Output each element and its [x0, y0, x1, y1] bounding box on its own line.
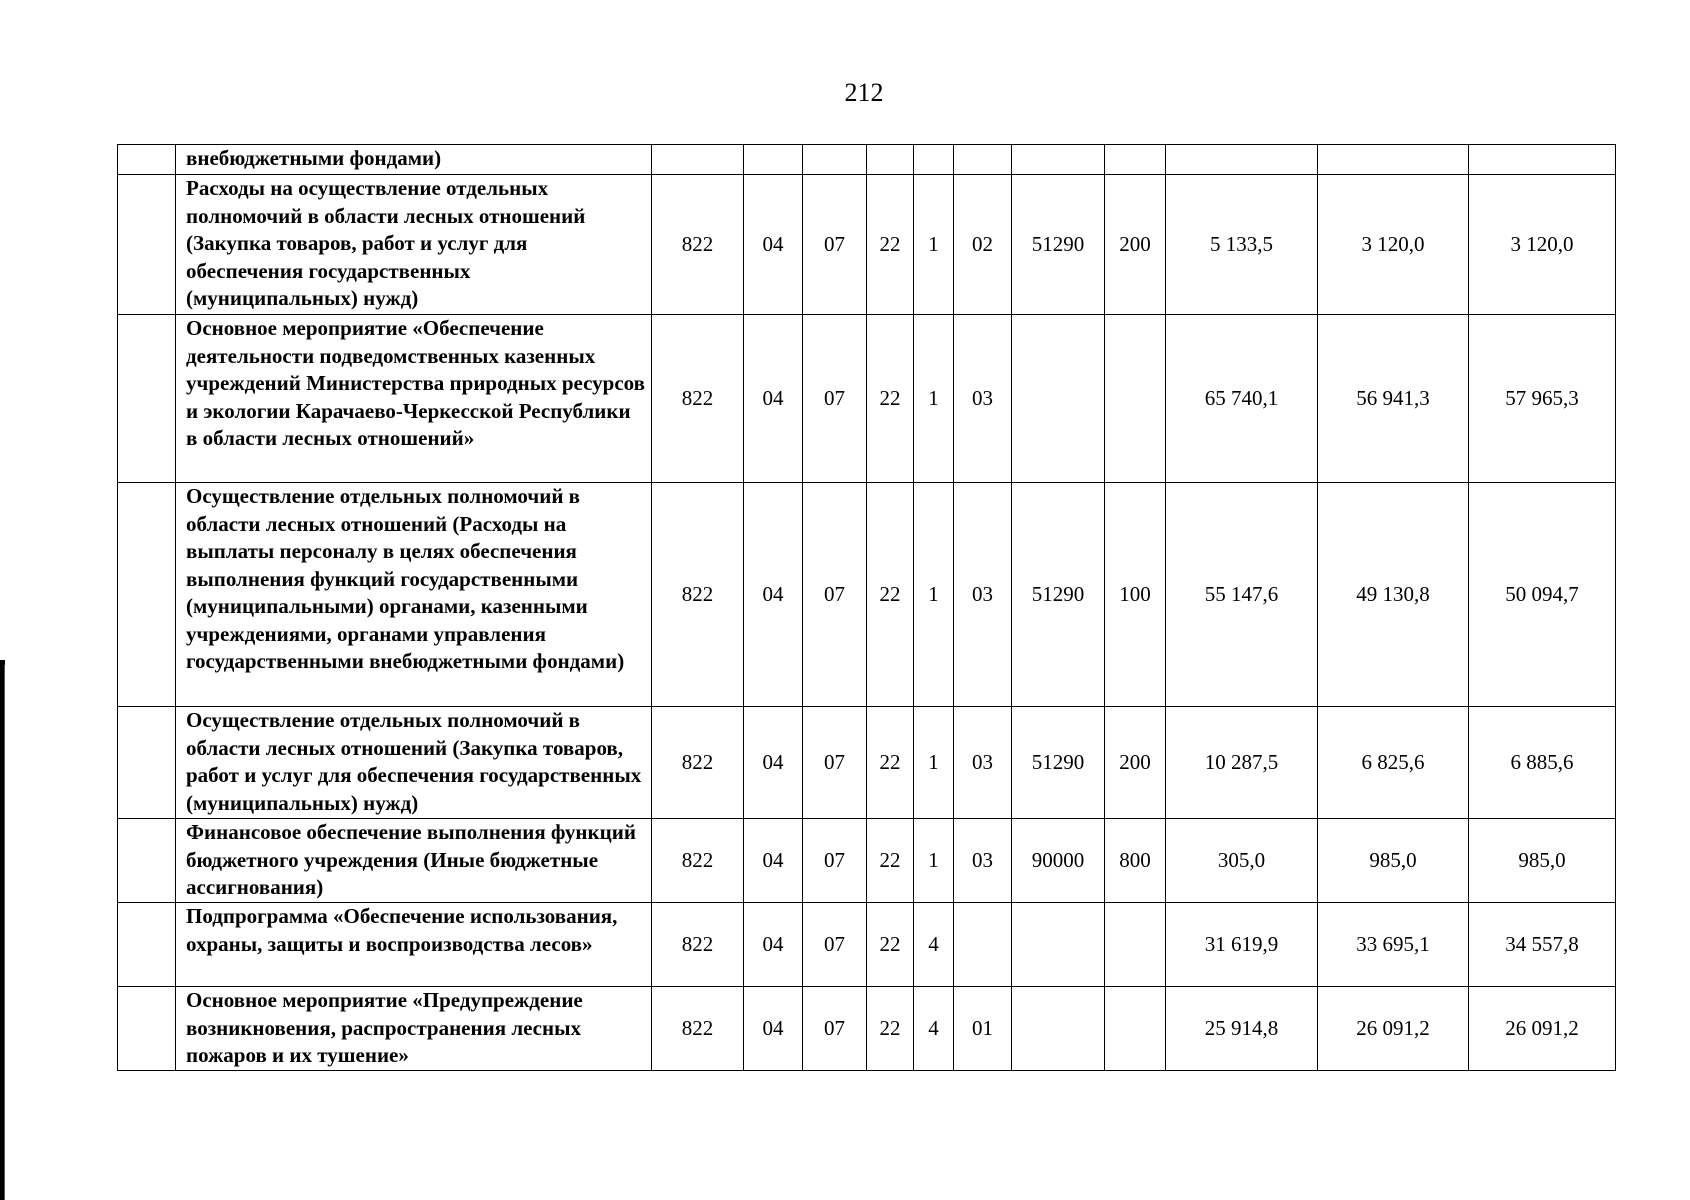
row-index-cell [118, 315, 176, 483]
program-code-cell: 22 [867, 987, 914, 1071]
program-code-cell: 22 [867, 819, 914, 903]
subprogram-code-cell: 4 [914, 903, 954, 987]
activity-code-cell: 01 [954, 987, 1012, 1071]
program-code-cell: 22 [867, 707, 914, 819]
amount-year2-cell: 985,0 [1318, 819, 1469, 903]
item-name-cell: Осуществление отдельных полномочий в области лесных отношений (Закупка товаров, работ и услуг для обеспечения государственных (муниципальных) нужд) [176, 707, 652, 819]
section-code-cell: 04 [744, 315, 803, 483]
grbs-code-cell: 822 [652, 315, 744, 483]
table-body [118, 145, 1616, 1071]
amount-year2-cell: 26 091,2 [1318, 987, 1469, 1071]
row-index-cell [118, 483, 176, 707]
table-row [118, 707, 1616, 819]
page-number: 212 [844, 78, 884, 107]
subsection-code-cell [803, 145, 867, 175]
amount-year1-cell: 10 287,5 [1166, 707, 1318, 819]
item-name-cell: Финансовое обеспечение выполнения функций бюджетного учреждения (Иные бюджетные ассигнования) [176, 819, 652, 903]
amount-year1-cell: 25 914,8 [1166, 987, 1318, 1071]
grbs-code-cell: 822 [652, 819, 744, 903]
amount-year2-cell: 33 695,1 [1318, 903, 1469, 987]
row-index-cell [118, 819, 176, 903]
subprogram-code-cell [914, 145, 954, 175]
activity-code-cell: 03 [954, 315, 1012, 483]
amount-year2-cell: 56 941,3 [1318, 315, 1469, 483]
grbs-code-cell: 822 [652, 903, 744, 987]
section-code-cell: 04 [744, 987, 803, 1071]
amount-year3-cell: 50 094,7 [1469, 483, 1616, 707]
row-index-cell [118, 903, 176, 987]
grbs-code-cell: 822 [652, 987, 744, 1071]
row-index-cell [118, 145, 176, 175]
amount-year3-cell: 6 885,6 [1469, 707, 1616, 819]
subprogram-code-cell: 1 [914, 707, 954, 819]
activity-code-cell: 03 [954, 483, 1012, 707]
table-row [118, 145, 1616, 175]
expense-type-cell: 800 [1105, 819, 1166, 903]
program-code-cell [867, 145, 914, 175]
subprogram-code-cell: 1 [914, 175, 954, 315]
subsection-code-cell: 07 [803, 987, 867, 1071]
amount-year3-cell: 57 965,3 [1469, 315, 1616, 483]
activity-code-cell [954, 145, 1012, 175]
subsection-code-cell: 07 [803, 707, 867, 819]
section-code-cell: 04 [744, 707, 803, 819]
subprogram-code-cell: 1 [914, 819, 954, 903]
amount-year3-cell: 985,0 [1469, 819, 1616, 903]
subsection-code-cell: 07 [803, 315, 867, 483]
grbs-code-cell: 822 [652, 483, 744, 707]
item-name-cell: Расходы на осуществление отдельных полномочий в области лесных отношений (Закупка товаров, работ и услуг для обеспечения государственных (муниципальных) нужд) [176, 175, 652, 315]
amount-year2-cell: 6 825,6 [1318, 707, 1469, 819]
direction-code-cell: 51290 [1012, 175, 1105, 315]
subprogram-code-cell: 1 [914, 315, 954, 483]
item-name-cell: Основное мероприятие «Обеспечение деятельности подведомственных казенных учреждений Министерства природных ресурсов и экологии Карачаево-Черкесской Республики в области лесных отношений» [176, 315, 652, 483]
program-code-cell: 22 [867, 483, 914, 707]
direction-code-cell: 51290 [1012, 483, 1105, 707]
direction-code-cell: 51290 [1012, 707, 1105, 819]
item-name-cell: Осуществление отдельных полномочий в области лесных отношений (Расходы на выплаты персоналу в целях обеспечения выполнения функций государственными (муниципальными) органами, казенными учреждениями, органами управления государственными внебюджетными фондами) [176, 483, 652, 707]
amount-year3-cell: 3 120,0 [1469, 175, 1616, 315]
activity-code-cell: 02 [954, 175, 1012, 315]
program-code-cell: 22 [867, 175, 914, 315]
section-code-cell: 04 [744, 819, 803, 903]
amount-year1-cell: 65 740,1 [1166, 315, 1318, 483]
section-code-cell: 04 [744, 483, 803, 707]
grbs-code-cell [652, 145, 744, 175]
activity-code-cell: 03 [954, 707, 1012, 819]
amount-year1-cell: 31 619,9 [1166, 903, 1318, 987]
section-code-cell: 04 [744, 903, 803, 987]
scan-edge-mark-thin [4, 665, 5, 1200]
subsection-code-cell: 07 [803, 483, 867, 707]
amount-year1-cell: 5 133,5 [1166, 175, 1318, 315]
activity-code-cell: 03 [954, 819, 1012, 903]
amount-year2-cell [1318, 145, 1469, 175]
expense-type-cell [1105, 903, 1166, 987]
direction-code-cell: 90000 [1012, 819, 1105, 903]
amount-year2-cell: 49 130,8 [1318, 483, 1469, 707]
expense-type-cell [1105, 987, 1166, 1071]
section-code-cell: 04 [744, 175, 803, 315]
grbs-code-cell: 822 [652, 707, 744, 819]
section-code-cell [744, 145, 803, 175]
row-index-cell [118, 987, 176, 1071]
direction-code-cell [1012, 987, 1105, 1071]
activity-code-cell [954, 903, 1012, 987]
amount-year2-cell: 3 120,0 [1318, 175, 1469, 315]
amount-year1-cell [1166, 145, 1318, 175]
direction-code-cell [1012, 145, 1105, 175]
row-index-cell [118, 707, 176, 819]
table-row [118, 819, 1616, 903]
direction-code-cell [1012, 315, 1105, 483]
table-row [118, 483, 1616, 707]
amount-year3-cell: 34 557,8 [1469, 903, 1616, 987]
subprogram-code-cell: 4 [914, 987, 954, 1071]
expense-type-cell [1105, 315, 1166, 483]
amount-year3-cell [1469, 145, 1616, 175]
table-row [118, 903, 1616, 987]
amount-year3-cell: 26 091,2 [1469, 987, 1616, 1071]
subsection-code-cell: 07 [803, 175, 867, 315]
direction-code-cell [1012, 903, 1105, 987]
program-code-cell: 22 [867, 315, 914, 483]
expense-type-cell: 200 [1105, 707, 1166, 819]
expense-type-cell: 100 [1105, 483, 1166, 707]
grbs-code-cell: 822 [652, 175, 744, 315]
expense-type-cell: 200 [1105, 175, 1166, 315]
item-name-cell: внебюджетными фондами) [176, 145, 652, 175]
subsection-code-cell: 07 [803, 819, 867, 903]
subsection-code-cell: 07 [803, 903, 867, 987]
subprogram-code-cell: 1 [914, 483, 954, 707]
program-code-cell: 22 [867, 903, 914, 987]
amount-year1-cell: 305,0 [1166, 819, 1318, 903]
table-row [118, 315, 1616, 483]
row-index-cell [118, 175, 176, 315]
item-name-cell: Подпрограмма «Обеспечение использования, охраны, защиты и воспроизводства лесов» [176, 903, 652, 987]
item-name-cell: Основное мероприятие «Предупреждение возникновения, распространения лесных пожаров и их тушение» [176, 987, 652, 1071]
table-row [118, 175, 1616, 315]
expense-type-cell [1105, 145, 1166, 175]
table-row [118, 987, 1616, 1071]
budget-table [117, 144, 1616, 1071]
amount-year1-cell: 55 147,6 [1166, 483, 1318, 707]
